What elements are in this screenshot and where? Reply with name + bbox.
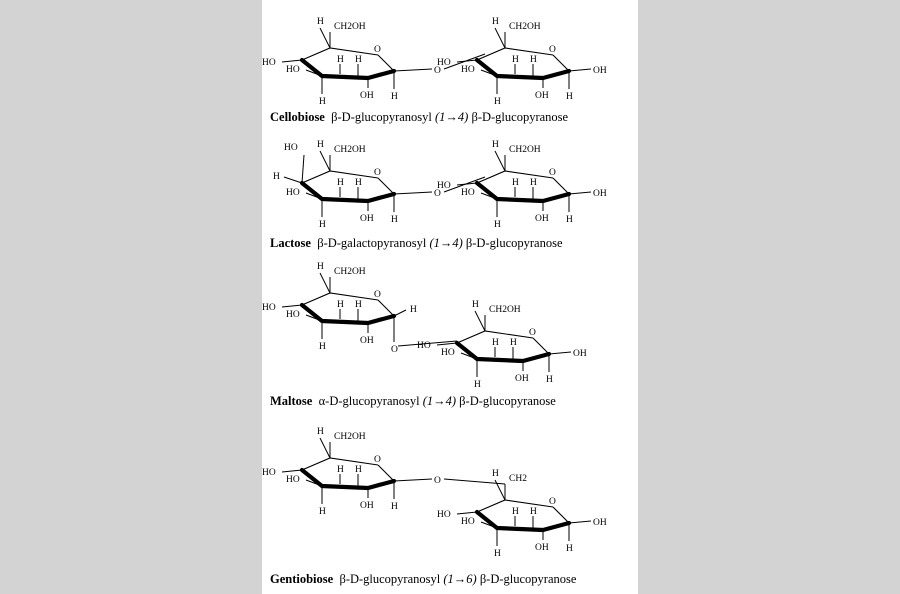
h-label: H	[317, 427, 324, 437]
c4-ho-bond	[282, 470, 302, 472]
h-label: H	[510, 338, 517, 348]
ho-label: HO	[262, 303, 276, 313]
glycosidic-oxygen-label: O	[434, 189, 441, 199]
oh-label: OH	[515, 374, 529, 384]
c1-h-bond	[394, 310, 406, 316]
c6-label: CH2OH	[509, 22, 541, 32]
h-label: H	[530, 55, 537, 65]
c4-ho-bond	[457, 512, 477, 514]
ho-label: HO	[286, 65, 300, 75]
cello-right-ring-bond	[553, 55, 569, 71]
c1-oh-bond	[569, 521, 591, 523]
h-label: H	[494, 549, 501, 559]
h-label: H	[530, 178, 537, 188]
lac-left-ring-bond	[378, 178, 394, 194]
c4-oh-bond	[302, 155, 304, 183]
ho-label: HO	[437, 181, 451, 191]
caption-linkage: (1→4)	[422, 394, 457, 408]
ho-label: HO	[461, 517, 475, 527]
malt-left-ring-bond	[378, 300, 394, 316]
c1-oh-bond	[549, 352, 571, 354]
glycosidic-bond	[394, 479, 432, 481]
h-label: H	[355, 300, 362, 310]
h-label: H	[474, 380, 481, 390]
glycosidic-bond	[394, 192, 432, 194]
ho-label: HO	[286, 310, 300, 320]
ho-label: HO	[461, 65, 475, 75]
caption-name: Lactose	[270, 236, 311, 250]
glycosidic-oxygen-label: O	[391, 345, 398, 355]
h-label: H	[410, 305, 417, 315]
h-label: H	[492, 469, 499, 479]
figure-panel	[262, 0, 638, 594]
c5-h-bond	[495, 151, 505, 171]
c6-label: CH2OH	[509, 145, 541, 155]
ring-oxygen-label: O	[374, 168, 381, 178]
c4-ho-bond	[282, 305, 302, 307]
lac-right-ring-front	[477, 183, 569, 201]
h-label: H	[319, 97, 326, 107]
caption-lactose	[270, 236, 563, 251]
h-label: H	[512, 507, 519, 517]
lac-right-ring-bond	[553, 178, 569, 194]
c4-h-bond	[284, 177, 302, 183]
h-label: H	[512, 55, 519, 65]
c5-h-bond	[320, 28, 330, 48]
oh-label: OH	[535, 91, 549, 101]
h-label: H	[530, 507, 537, 517]
caption-suffix: β-D-glucopyranose	[479, 572, 577, 586]
malt-right-ring-bond	[533, 338, 549, 354]
caption-prefix: β-D-glucopyranosyl	[331, 110, 432, 124]
caption-cellobiose	[270, 110, 568, 125]
caption-prefix: β-D-glucopyranosyl	[339, 572, 441, 586]
h-label: H	[319, 507, 326, 517]
c4-ho-bond	[282, 60, 302, 62]
h-label: H	[492, 140, 499, 150]
ho-label: HO	[437, 58, 451, 68]
caption-linkage: (1→4)	[429, 236, 463, 250]
ring-oxygen-label: O	[549, 168, 556, 178]
structure-diagram	[262, 0, 638, 594]
h-label: H	[391, 92, 398, 102]
h-label: H	[337, 465, 344, 475]
c5-h-bond	[320, 273, 330, 293]
caption-linkage: (1→4)	[435, 110, 469, 124]
c1-oh-bond	[569, 69, 591, 71]
oh-label: OH	[360, 91, 374, 101]
glycosidic-bond	[394, 69, 432, 71]
h-label: H	[273, 172, 280, 182]
ho-label: HO	[286, 475, 300, 485]
ring-oxygen-label: O	[549, 497, 556, 507]
oh-label: OH	[593, 189, 607, 199]
oh-label: OH	[593, 518, 607, 528]
h-label: H	[391, 502, 398, 512]
caption-suffix: β-D-glucopyranose	[459, 394, 556, 408]
oh-label: OH	[593, 66, 607, 76]
caption-name: Gentiobiose	[270, 572, 334, 586]
ring-oxygen-label: O	[529, 328, 536, 338]
h-label: H	[355, 178, 362, 188]
gent-right-ring-front	[477, 512, 569, 530]
oh-label: OH	[360, 214, 374, 224]
h-label: H	[355, 55, 362, 65]
cello-right-ring-front	[477, 60, 569, 78]
h-label: H	[337, 300, 344, 310]
c5-h-bond	[320, 438, 330, 458]
oh-label: OH	[360, 336, 374, 346]
ho-label: HO	[441, 348, 455, 358]
caption-name: Maltose	[270, 394, 313, 408]
ring-oxygen-label: O	[374, 455, 381, 465]
h-label: H	[566, 92, 573, 102]
ring-oxygen-label: O	[374, 290, 381, 300]
h-label: H	[317, 262, 324, 272]
malt-left-ring-front	[302, 305, 394, 323]
cello-left-ring-front	[302, 60, 394, 78]
oh-label: OH	[360, 501, 374, 511]
c6-label: CH2OH	[334, 22, 366, 32]
c5-h-bond	[475, 311, 485, 331]
gent-right-ring-bond	[553, 507, 569, 523]
h-label: H	[317, 17, 324, 27]
glycosidic-oxygen-label: O	[434, 66, 441, 76]
h-label: H	[319, 342, 326, 352]
c6-label: CH2OH	[334, 145, 366, 155]
c6-label: CH2OH	[334, 432, 366, 442]
caption-prefix: α-D-glucopyranosyl	[318, 394, 420, 408]
lac-left-ring-front	[302, 183, 394, 201]
h-label: H	[337, 178, 344, 188]
h-label: H	[337, 55, 344, 65]
c1-oh-bond	[569, 192, 591, 194]
cello-left-ring-bond	[378, 55, 394, 71]
h-label: H	[492, 338, 499, 348]
h-label: H	[317, 140, 324, 150]
h-label: H	[566, 544, 573, 554]
oh-label: OH	[535, 543, 549, 553]
gent-left-ring-bond	[378, 465, 394, 481]
ring-oxygen-label: O	[374, 45, 381, 55]
c6-label: CH2OH	[334, 267, 366, 277]
ho-label: HO	[284, 143, 298, 153]
c5-h-bond	[320, 151, 330, 171]
c4-ho-bond	[437, 343, 457, 345]
caption-name: Cellobiose	[270, 110, 325, 124]
caption-prefix: β-D-galactopyranosyl	[317, 236, 427, 250]
c6-label: CH2	[509, 474, 527, 484]
ho-label: HO	[437, 510, 451, 520]
caption-linkage: (1→6)	[443, 572, 477, 586]
h-label: H	[566, 215, 573, 225]
caption-suffix: β-D-glucopyranose	[465, 236, 563, 250]
ho-label: HO	[286, 188, 300, 198]
ring-oxygen-label: O	[549, 45, 556, 55]
h-label: H	[355, 465, 362, 475]
h-label: H	[472, 300, 479, 310]
glycosidic-oxygen-label: O	[434, 476, 441, 486]
h-label: H	[492, 17, 499, 27]
h-label: H	[546, 375, 553, 385]
ho-label: HO	[262, 468, 276, 478]
h-label: H	[494, 97, 501, 107]
h-label: H	[391, 215, 398, 225]
c5-h-bond	[495, 28, 505, 48]
h-label: H	[494, 220, 501, 230]
gent-left-ring-front	[302, 470, 394, 488]
h-label: H	[319, 220, 326, 230]
malt-right-ring-front	[457, 343, 549, 361]
ho-label: HO	[417, 341, 431, 351]
h-label: H	[512, 178, 519, 188]
ho-label: HO	[461, 188, 475, 198]
caption-suffix: β-D-glucopyranose	[471, 110, 569, 124]
ho-label: HO	[262, 58, 276, 68]
caption-maltose	[270, 394, 556, 409]
caption-gentiobiose	[270, 572, 576, 587]
c6-label: CH2OH	[489, 305, 521, 315]
oh-label: OH	[535, 214, 549, 224]
oh-label: OH	[573, 349, 587, 359]
